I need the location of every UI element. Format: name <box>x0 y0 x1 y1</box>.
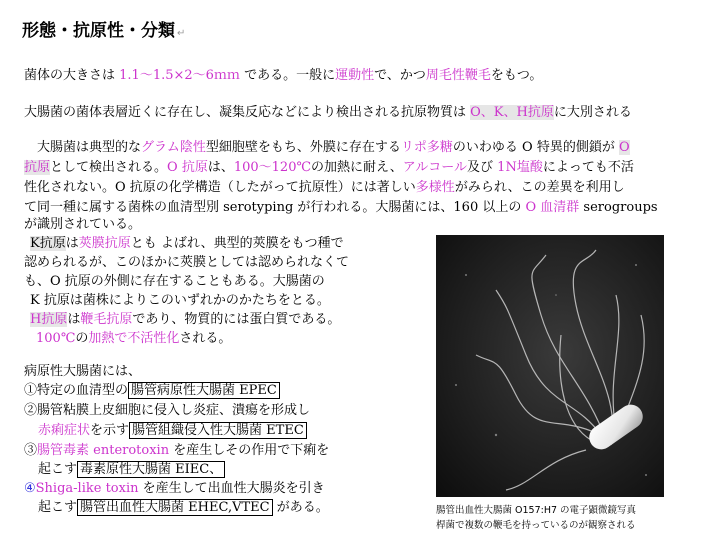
electron-micrograph-image <box>436 235 664 497</box>
text-segment: ③ <box>24 443 38 458</box>
text-segment: によっても不活 <box>542 160 634 175</box>
text-segment: アルコール <box>402 160 468 175</box>
text-segment: serogroups <box>579 200 658 215</box>
text-segment: O 抗原 <box>167 160 208 175</box>
text-segment: ②腸管粘膜上皮細胞に侵入し炎症、潰瘍を形成し <box>24 403 311 418</box>
text-segment: のいわゆる O 特異的側鎖が <box>452 140 619 155</box>
text-segment: の <box>75 331 89 346</box>
text-segment: される。 <box>179 331 232 346</box>
text-segment: 1.1～1.5×2～6ｍｍ <box>119 68 240 83</box>
text-segment: O <box>618 140 630 155</box>
text-segment: K抗原 <box>30 236 66 251</box>
text-segment: 加熱で不活性化 <box>88 331 180 346</box>
text-segment: 周毛性鞭毛 <box>425 68 491 83</box>
text-segment: 赤痢症状 <box>38 423 91 438</box>
text-segment: 菌体の大きさは <box>24 68 120 83</box>
page-title <box>22 16 185 41</box>
text-segment: 抗原 <box>24 160 51 175</box>
micrograph-drawing <box>436 235 664 497</box>
text-segment: 病原性大腸菌には、 <box>24 364 142 379</box>
size-paragraph <box>24 66 542 86</box>
pathogenic-item-2b <box>38 421 307 441</box>
text-segment: 莢膜抗原 <box>78 236 131 251</box>
h-antigen-line-1 <box>30 310 340 330</box>
k-antigen-line-3 <box>24 272 325 292</box>
text-segment: O、K、H抗原 <box>470 105 554 120</box>
text-segment: は <box>67 312 81 327</box>
text-segment: の加熱に耐え、 <box>311 160 403 175</box>
text-segment: をもつ。 <box>490 68 543 83</box>
text-segment: 性化されない。O 抗原の化学構造（したがって抗原性）には著しい <box>24 180 416 195</box>
o-antigen-line-2 <box>24 158 634 178</box>
k-antigen-line-4 <box>30 291 330 311</box>
pathogenic-item-2 <box>24 401 310 421</box>
text-segment: は <box>65 236 79 251</box>
text-segment: ①特定の血清型の <box>24 383 129 398</box>
pathogenic-item-1 <box>24 381 280 401</box>
text-segment: 毒素原性大腸菌 EIEC、 <box>77 461 225 478</box>
o-antigen-line-3 <box>24 178 625 198</box>
pathogenic-item-3 <box>24 441 329 461</box>
text-segment: 形態・抗原性・分類 <box>22 21 175 41</box>
o-antigen-line-1 <box>24 138 630 158</box>
text-segment: として検出される。 <box>50 160 168 175</box>
text-segment: 起こす <box>38 462 78 477</box>
text-segment: 100～120℃ <box>233 160 312 175</box>
text-segment: に大別される <box>553 105 632 120</box>
text-segment: 鞭毛抗原 <box>80 312 133 327</box>
pathogenic-item-3b <box>38 460 225 480</box>
text-segment: 腸管組織侵入性大腸菌 ETEC <box>129 422 307 439</box>
text-segment: O 血清群 <box>525 200 580 215</box>
text-segment: 1N塩酸 <box>497 160 543 175</box>
text-segment: グラム陰性 <box>141 140 206 155</box>
k-antigen-line-2 <box>24 253 349 273</box>
text-segment: も、O 抗原の外側に存在することもある。大腸菌の <box>24 274 325 289</box>
text-segment: を産生して出血性大腸炎を引き <box>138 481 325 496</box>
text-segment: 及び <box>467 160 498 175</box>
photo-caption <box>436 503 636 533</box>
text-segment: 多様性 <box>415 180 455 195</box>
text-segment: 型細胞壁をもち、外膜に存在する <box>205 140 401 155</box>
text-segment: 大腸菌の菌体表層近くに存在し、凝集反応などにより検出される抗原物質は <box>24 105 471 120</box>
text-segment: は、 <box>207 160 234 175</box>
text-segment: Shiga-like toxin <box>35 481 139 496</box>
text-segment: 大腸菌は典型的な <box>24 140 142 155</box>
text-segment: K 抗原は菌株によりこのいずれかのかたちをとる。 <box>30 293 330 308</box>
caption-line-1: 腸管出血性大腸菌 O157:H7 の電子顕微鏡写真 <box>436 505 637 516</box>
return-mark-icon: ↵ <box>177 28 186 39</box>
text-segment: て同一種に属する菌株の血清型別 serotyping が行われる。大腸菌には、160 以上の <box>24 200 526 215</box>
text-segment: 腸管病原性大腸菌 EPEC <box>128 382 280 399</box>
text-segment: がみられ、この差異を利用し <box>454 180 625 195</box>
antigen-intro <box>24 103 632 123</box>
text-segment: リポ多糖 <box>400 140 453 155</box>
o-antigen-line-5 <box>24 215 141 235</box>
pathogenic-item-4 <box>24 479 325 499</box>
h-antigen-line-2 <box>36 329 231 349</box>
text-segment: を産生しその作用で下痢を <box>169 443 330 458</box>
text-segment: がある。 <box>272 500 329 515</box>
text-segment: であり、物質的には蛋白質である。 <box>132 312 341 327</box>
text-segment: 腸管毒素 enterotoxin <box>37 443 170 458</box>
text-segment: 認められるが、このほかに莢膜としては認められなくて <box>24 255 350 270</box>
text-segment: が識別されている。 <box>24 217 142 232</box>
text-segment: を示す <box>90 423 130 438</box>
pathogenic-heading <box>24 362 141 382</box>
pathogenic-item-4b <box>38 498 329 518</box>
text-segment: ④ <box>24 481 36 496</box>
text-segment: 腸管出血性大腸菌 EHEC,VTEC <box>77 499 273 516</box>
text-segment: で、かつ <box>374 68 426 83</box>
text-segment: 起こす <box>38 500 78 515</box>
text-segment: である。一般に <box>239 68 336 83</box>
text-segment: とも よばれ、典型的莢膜をもつ種で <box>130 236 344 251</box>
caption-line-2: 桿菌で複数の鞭毛を持っているのが観察される <box>436 520 636 531</box>
text-segment: 運動性 <box>335 68 375 83</box>
text-segment: H抗原 <box>30 312 68 327</box>
k-antigen-line-1 <box>30 234 344 254</box>
text-segment: 100℃ <box>36 331 76 346</box>
